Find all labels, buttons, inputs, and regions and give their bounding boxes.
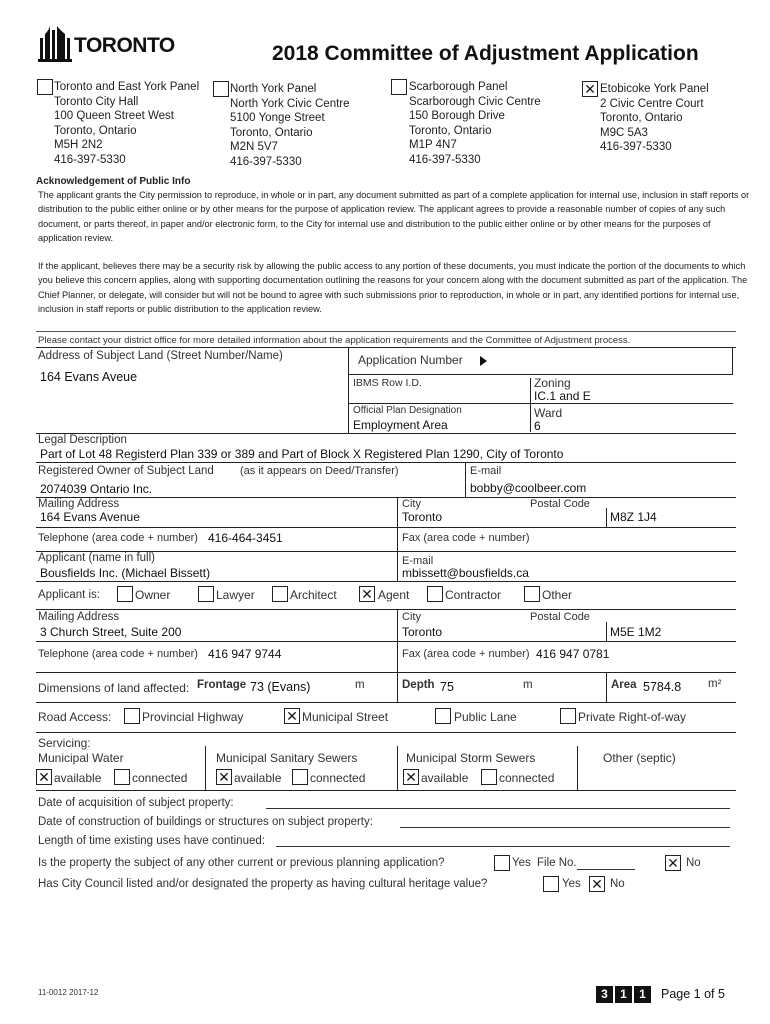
divider (36, 732, 736, 733)
applicant-postal[interactable]: M5E 1M2 (610, 625, 662, 639)
panel-line: 5100 Yonge Street (230, 112, 325, 124)
length-input[interactable] (276, 846, 730, 847)
official-plan-value[interactable]: Employment Area (353, 418, 448, 432)
available-label: available (421, 771, 469, 785)
connected-label: connected (310, 771, 366, 785)
divider (397, 527, 398, 551)
previous-application-no-checkbox[interactable] (665, 855, 681, 871)
applicant-type-label: Other (542, 588, 573, 602)
divider (348, 375, 349, 433)
storm-label: Municipal Storm Sewers (406, 751, 536, 765)
heritage-yes-label: Yes (562, 878, 581, 890)
panel-line: 416-397-5330 (54, 153, 126, 166)
panel-line: Toronto, Ontario (230, 126, 313, 139)
divider (36, 641, 736, 642)
road-access-option-label: Provincial Highway (142, 710, 244, 724)
panel-checkbox[interactable] (391, 79, 407, 95)
divider (36, 497, 736, 498)
divider (397, 497, 398, 527)
page-title: 2018 Committee of Adjustment Application (272, 42, 699, 65)
applicant-fax[interactable]: 416 947 0781 (536, 647, 610, 661)
panel-line: 416-397-5330 (230, 155, 302, 168)
city-hall-icon (38, 24, 72, 62)
available-label: available (234, 771, 282, 785)
road-access-checkbox[interactable] (124, 708, 140, 724)
divider (465, 462, 466, 497)
ack-paragraph-1: The applicant grants the City permission to reproduce, in whole or in part, any document submitted as part of a complete application for internal use, inclusion in staff reports or distribution to the public either online or by other means for the purpose of application review. The applicant agrees to provide a reasonable number of copies of any such document, or parts thereof, in paper and/or electronic form, to the City for internal use and distribution to the public either online or by other means for the purposes of application review. (38, 190, 750, 243)
road-access-checkbox[interactable] (435, 708, 451, 724)
storm-connected-checkbox[interactable] (481, 769, 497, 785)
heritage-no-checkbox[interactable] (589, 876, 605, 892)
badge-digit: 1 (615, 986, 632, 1003)
file-no-input[interactable] (577, 869, 635, 870)
panel-checkbox[interactable] (582, 81, 598, 97)
panel-line: Toronto City Hall (54, 95, 139, 108)
panel-line: 416-397-5330 (409, 153, 481, 166)
panel-name: North York Panel (230, 83, 317, 95)
application-number-label: Application Number (358, 353, 463, 367)
311-badge (596, 986, 652, 1003)
badge-digit: 3 (596, 986, 613, 1003)
length-label: Length of time existing uses have continued: (38, 835, 265, 847)
applicant-label: Applicant (name in full) (38, 552, 155, 564)
panel-line: 2 Civic Centre Court (600, 97, 704, 110)
owner-mailing-label: Mailing Address (38, 498, 120, 510)
divider (606, 622, 607, 641)
applicant-city-label: City (402, 611, 421, 623)
contact-note: Please contact your district office for more detailed information about the application requirements and the Committee of Adjustment process. (38, 335, 631, 346)
applicant-email-label: E-mail (402, 555, 434, 567)
file-no-label: File No. (537, 857, 577, 869)
area-value[interactable]: 5784.8 (643, 680, 682, 694)
previous-application-label: Is the property the subject of any other current or previous planning application? (38, 857, 445, 869)
sanitary-connected-checkbox[interactable] (292, 769, 308, 785)
divider (397, 746, 398, 790)
panel-line: Toronto, Ontario (54, 124, 137, 137)
storm-available-checkbox[interactable] (403, 769, 419, 785)
panel-line: 150 Borough Drive (409, 110, 505, 122)
applicant-name[interactable]: Bousfields Inc. (Michael Bissett) (40, 566, 211, 580)
address-value[interactable]: 164 Evans Aveue (40, 370, 138, 384)
depth-label: Depth (402, 679, 435, 691)
panel-name: Etobicoke York Panel (600, 83, 709, 95)
legal-description-value[interactable]: Part of Lot 48 Registerd Plan 339 or 389 and Part of Block X Registered Plan 1290, City of Toronto (40, 447, 564, 461)
ack-paragraph-2: If the applicant, believes there may be a security risk by allowing the public access to any portion of these documents, you must indicate the portion of the documents to which you believe this concern applies, along with supporting documentation outlining the reasons for your concern along with the document submitted as part of the application. The Chief Planner, or delegate, will consider but will not be bound to agree with such submissions prior to reproduction, in whole or in part, any identified portions for internal use, inclusion in staff reports or public distribution to the application review. (38, 261, 748, 314)
applicant-type-label: Contractor (445, 588, 502, 602)
other-septic-label: Other (septic) (603, 751, 676, 765)
divider (36, 527, 736, 528)
page-number: Page 1 of 5 (661, 987, 725, 1001)
heritage-yes-checkbox[interactable] (543, 876, 559, 892)
owner-label: Registered Owner of Subject Land (38, 465, 214, 477)
ward-value[interactable]: 6 (534, 419, 541, 433)
panel-name: Scarborough Panel (409, 81, 508, 93)
applicant-is-label: Applicant is: (38, 589, 101, 601)
panel-line: North York Civic Centre (230, 97, 350, 110)
road-access-option-label: Public Lane (454, 710, 517, 724)
divider (36, 581, 736, 582)
sanitary-available-checkbox[interactable] (216, 769, 232, 785)
panel-address (54, 80, 199, 167)
water-connected-checkbox[interactable] (114, 769, 130, 785)
previous-no-label: No (686, 857, 701, 869)
owner-email-label: E-mail (470, 465, 502, 477)
water-available-checkbox[interactable] (36, 769, 52, 785)
panel-line: 100 Queen Street West (54, 110, 174, 122)
arrow-right-icon (480, 356, 487, 366)
applicant-city[interactable]: Toronto (402, 625, 443, 639)
dimensions-label: Dimensions of land affected: (38, 681, 190, 695)
panel-line: Scarborough Civic Centre (409, 95, 541, 108)
divider (36, 331, 736, 332)
water-label: Municipal Water (38, 751, 124, 765)
connected-label: connected (499, 771, 555, 785)
divider (397, 551, 398, 581)
applicant-email[interactable]: mbissett@bousfields.ca (402, 566, 529, 580)
panel-line: M5H 2N2 (54, 139, 103, 151)
ack-heading: Acknowledgement of Public Info (36, 176, 191, 187)
frontage-value[interactable]: 73 (Evans) (250, 680, 311, 694)
panel-address (409, 80, 541, 167)
panel-line: M9C 5A3 (600, 126, 648, 139)
applicant-type-label: Owner (135, 588, 171, 602)
panel-checkbox[interactable] (37, 79, 53, 95)
road-access-label: Road Access: (38, 710, 112, 724)
official-plan-label: Official Plan Designation (353, 405, 462, 416)
applicant-type-label: Architect (290, 588, 337, 602)
divider (397, 609, 398, 641)
owner-phone[interactable]: 416-464-3451 (208, 531, 283, 545)
owner-postal[interactable]: M8Z 1J4 (610, 510, 657, 524)
legal-description-label: Legal Description (38, 434, 127, 446)
zoning-value[interactable]: IC.1 and E (534, 389, 591, 403)
acquisition-input[interactable] (266, 808, 730, 809)
divider (397, 672, 398, 702)
applicant-fax-label: Fax (area code + number) (402, 648, 530, 660)
divider (36, 672, 736, 673)
area-label: Area (611, 679, 637, 691)
depth-value[interactable]: 75 (440, 680, 454, 694)
applicant-phone-label: Telephone (area code + number) (38, 648, 198, 660)
panel-line: M2N 5V7 (230, 141, 278, 153)
owner-name[interactable]: 2074039 Ontario Inc. (40, 482, 153, 496)
road-access-option-label: Private Right-of-way (578, 710, 687, 724)
area-unit: m² (708, 678, 722, 690)
ibms-label: IBMS Row I.D. (353, 377, 422, 389)
panel-line: 416-397-5330 (600, 141, 672, 153)
available-label: available (54, 771, 102, 785)
panel-line: Toronto, Ontario (409, 124, 492, 137)
zoning-label: Zoning (534, 376, 571, 390)
applicant-mailing[interactable]: 3 Church Street, Suite 200 (40, 625, 182, 639)
panel-address (600, 82, 709, 155)
owner-mailing[interactable]: 164 Evans Avenue (40, 510, 140, 524)
applicant-type-agent-checkbox[interactable] (359, 586, 375, 602)
divider (348, 403, 733, 404)
divider (36, 790, 736, 791)
divider (606, 508, 607, 527)
divider (36, 702, 736, 703)
applicant-phone[interactable]: 416 947 9744 (208, 647, 282, 661)
construction-input[interactable] (400, 827, 730, 828)
sanitary-label: Municipal Sanitary Sewers (216, 751, 358, 765)
owner-fax-label: Fax (area code + number) (402, 532, 530, 544)
owner-email[interactable]: bobby@coolbeer.com (470, 481, 587, 495)
applicant-type-architect-checkbox[interactable] (272, 586, 288, 602)
form-code: 11-0012 2017-12 (38, 988, 99, 997)
previous-yes-label: Yes (512, 857, 531, 869)
owner-phone-label: Telephone (area code + number) (38, 532, 198, 544)
acquisition-label: Date of acquisition of subject property: (38, 797, 234, 809)
panel-name: Toronto and East York Panel (54, 81, 200, 93)
divider (36, 433, 736, 434)
road-access-checkbox[interactable] (284, 708, 300, 724)
panel-checkbox[interactable] (213, 81, 229, 97)
servicing-label: Servicing: (38, 736, 91, 750)
divider (606, 672, 607, 702)
applicant-mailing-label: Mailing Address (38, 611, 120, 623)
divider (36, 462, 736, 463)
road-access-checkbox[interactable] (560, 708, 576, 724)
depth-unit: m (523, 679, 533, 691)
connected-label: connected (132, 771, 188, 785)
divider (36, 609, 736, 610)
applicant-type-label: Lawyer (216, 588, 255, 602)
divider (205, 746, 206, 790)
applicant-type-label: Agent (378, 588, 410, 602)
owner-city-label: City (402, 498, 421, 510)
owner-label-note: (as it appears on Deed/Transfer) (240, 465, 399, 477)
badge-digit: 1 (634, 986, 651, 1003)
owner-postal-label: Postal Code (530, 498, 590, 510)
applicant-postal-label: Postal Code (530, 611, 590, 623)
panel-address (230, 82, 350, 169)
construction-label: Date of construction of buildings or structures on subject property: (38, 816, 373, 828)
applicant-type-other-checkbox[interactable] (524, 586, 540, 602)
applicant-type-lawyer-checkbox[interactable] (198, 586, 214, 602)
logo-wordmark: TORONTO (74, 34, 175, 57)
divider (397, 641, 398, 672)
panel-line: Toronto, Ontario (600, 112, 683, 124)
applicant-type-owner-checkbox[interactable] (117, 586, 133, 602)
previous-application-yes-checkbox[interactable] (494, 855, 510, 871)
toronto-logo (38, 24, 175, 64)
frontage-label: Frontage (197, 679, 247, 691)
road-access-option-label: Municipal Street (302, 710, 389, 724)
frontage-unit: m (355, 679, 365, 691)
address-label: Address of Subject Land (Street Number/Name) (38, 350, 283, 362)
divider (530, 378, 531, 432)
applicant-type-contractor-checkbox[interactable] (427, 586, 443, 602)
panel-line: M1P 4N7 (409, 139, 457, 151)
heritage-label: Has City Council listed and/or designated the property as having cultural heritage value? (38, 878, 488, 890)
divider (577, 746, 578, 790)
owner-city[interactable]: Toronto (402, 510, 443, 524)
ward-label: Ward (534, 406, 563, 420)
heritage-no-label: No (610, 878, 625, 890)
